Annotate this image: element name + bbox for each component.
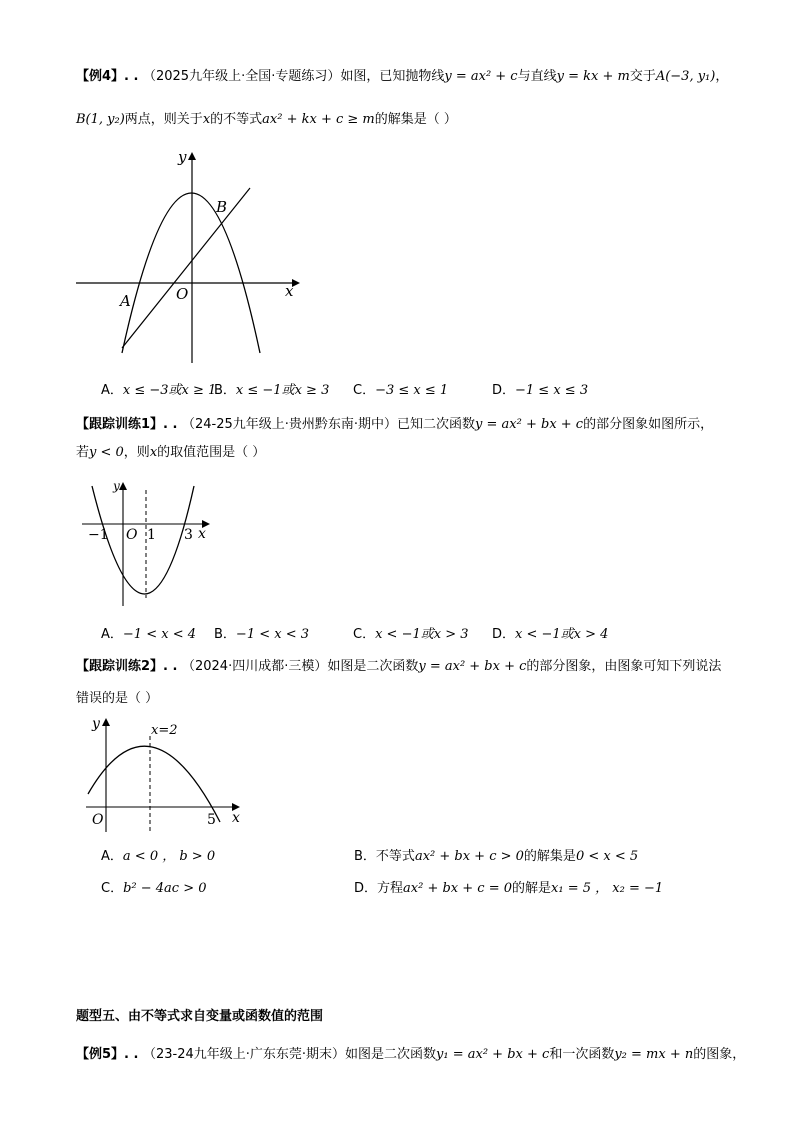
- ex4-line1: 【例4】. . （2025九年级上·全国·专题练习）如图，已知抛物线y = ax² + c与直线y = kx + m交于A(−3, y₁)，: [76, 69, 729, 84]
- tr1-tick-3: 3: [184, 527, 193, 543]
- point-a-label: A: [120, 292, 131, 310]
- ex4-x-label: x: [285, 282, 294, 300]
- ex4-option-d[interactable]: D．−1 ≤ x ≤ 3: [492, 383, 589, 398]
- tr1-tick-minus1: −1: [88, 527, 109, 543]
- tr1-graph: [80, 476, 220, 612]
- line-formula: y = kx + m: [556, 69, 630, 84]
- ex4-tag: 【例4】: [76, 69, 125, 84]
- ex4-graph: [70, 148, 310, 368]
- ex4-option-c[interactable]: C．−3 ≤ x ≤ 1: [353, 383, 449, 398]
- ex4-y-label: y: [178, 148, 187, 166]
- tr1-line2: 若y < 0，则x的取值范围是（ ）: [76, 445, 266, 460]
- ex5-source: （23-24九年级上·广东东莞·期末）: [142, 1047, 346, 1062]
- tr2-y-label: y: [92, 716, 100, 732]
- tr1-source: （24-25九年级上·贵州黔东南·期中）: [181, 417, 398, 432]
- tr1-y-label: y: [113, 479, 120, 493]
- ex5-line1: 【例5】. . （23-24九年级上·广东东莞·期末）如图是二次函数y₁ = ax² + bx + c和一次函数y₂ = mx + n的图象，: [76, 1047, 746, 1062]
- tr1-tag: 【跟踪训练1】: [76, 417, 164, 432]
- tr2-option-c[interactable]: C．b² − 4ac > 0: [101, 881, 207, 896]
- tr2-option-d[interactable]: D．方程ax² + bx + c = 0的解是x₁ = 5 ， x₂ = −1: [354, 881, 664, 896]
- tr2-origin-label: O: [92, 812, 104, 828]
- ex4-line2: B(1, y₂)两点，则关于x的不等式ax² + kx + c ≥ m的解集是（ ）: [76, 112, 457, 127]
- section-title: 题型五、由不等式求自变量或函数值的范围: [76, 1009, 324, 1024]
- tr1-x-label: x: [198, 526, 206, 542]
- tr2-line1: 【跟踪训练2】. . （2024·四川成都·三模）如图是二次函数y = ax² + bx + c的部分图象，由图象可知下列说法: [76, 659, 722, 674]
- tr1-option-c[interactable]: C．x < −1或x > 3: [353, 627, 469, 642]
- tr1-option-d[interactable]: D．x < −1或x > 4: [492, 627, 609, 642]
- tr2-tag: 【跟踪训练2】: [76, 659, 164, 674]
- point-b-label: B: [216, 198, 228, 216]
- ex5-tag: 【例5】: [76, 1047, 125, 1062]
- ex4-source: （2025九年级上·全国·专题练习）: [142, 69, 341, 84]
- tr2-option-a[interactable]: A．a < 0 ， b > 0: [101, 849, 216, 864]
- tr2-line2: 错误的是（ ）: [76, 691, 159, 706]
- tr1-option-b[interactable]: B．−1 < x < 3: [214, 627, 310, 642]
- parabola-formula: y = ax² + c: [444, 69, 518, 84]
- tr2-source: （2024·四川成都·三模）: [181, 659, 328, 674]
- symmetry-axis-label: x=2: [151, 723, 178, 738]
- tr1-tick-1: 1: [147, 527, 156, 543]
- ex4-option-b[interactable]: B．x ≤ −1或x ≥ 3: [214, 383, 330, 398]
- tr2-x-label: x: [232, 810, 240, 826]
- tr2-graph: [84, 714, 249, 838]
- tr1-option-a[interactable]: A．−1 < x < 4: [101, 627, 196, 642]
- tr2-option-b[interactable]: B．不等式ax² + bx + c > 0的解集是0 < x < 5: [354, 849, 639, 864]
- tr1-origin-label: O: [126, 527, 138, 543]
- ex4-option-a[interactable]: A．x ≤ −3或x ≥ 1: [101, 383, 217, 398]
- ex4-origin-label: O: [176, 285, 189, 303]
- tr1-line1: 【跟踪训练1】. . （24-25九年级上·贵州黔东南·期中）已知二次函数y = ax² + bx + c的部分图象如图所示，: [76, 417, 714, 432]
- tr2-tick-5: 5: [207, 812, 216, 828]
